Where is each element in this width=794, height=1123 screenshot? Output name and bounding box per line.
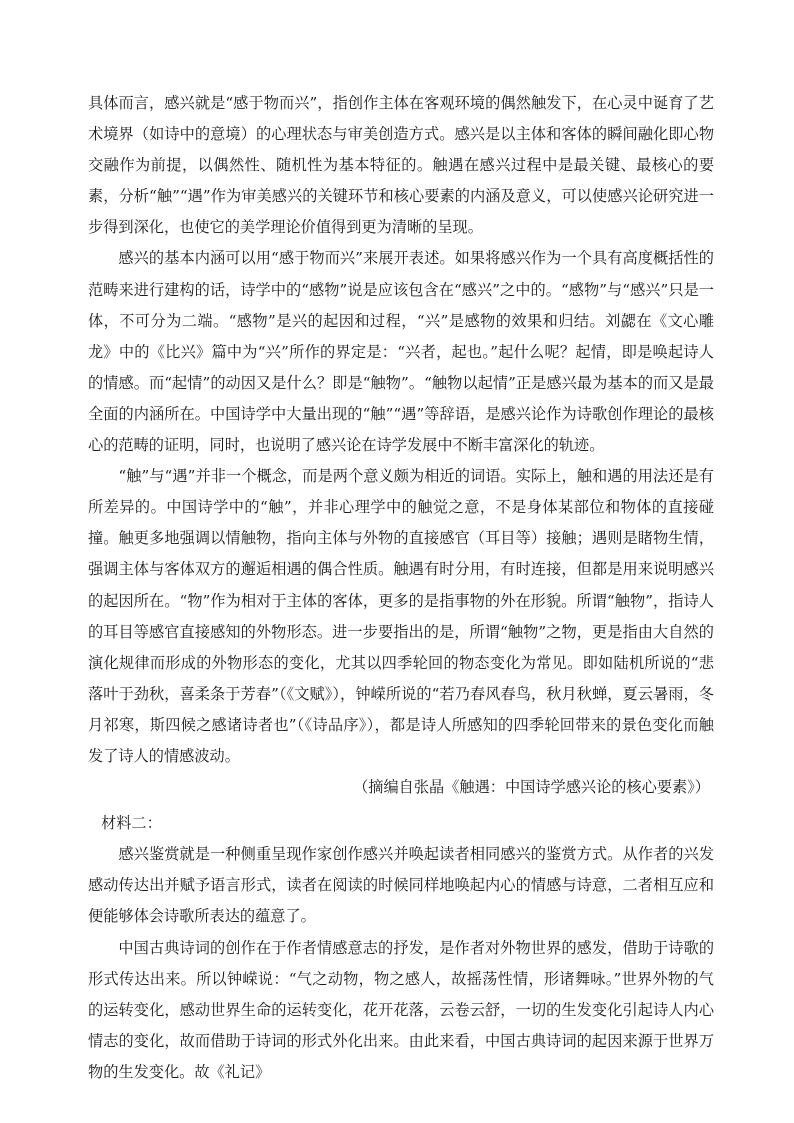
- document-page: [88, 88, 714, 1088]
- paragraph-4: 感兴鉴赏就是一种侧重呈现作家创作感兴并唤起读者相同感兴的鉴赏方式。从作者的兴发感动传达出并赋予语言形式，读者在阅读的时候同样地唤起内心的情感与诗意，二者相互应和便能够体会诗歌所表达的蕴意了。: [88, 845, 714, 926]
- source-citation: （摘编自张晶《触遇：中国诗学感兴论的核心要素》）: [353, 778, 710, 797]
- section-heading-material-2: 材料二：: [101, 814, 162, 833]
- paragraph-1: 具体而言，感兴就是“感于物而兴”，指创作主体在客观环境的偶然触发下，在心灵中诞育了艺术境界（如诗中的意境）的心理状态与审美创造方式。感兴是以主体和客体的瞬间融化即心物交融作为前提，以偶然性、随机性为基本特征的。触遇在感兴过程中是最关键、最核心的要素，分析“触”“遇”作为审美感兴的关键环节和核心要素的内涵及意义，可以使感兴论研究进一步得到深化，也使它的美学理论价值得到更为清晰的呈现。: [88, 94, 714, 237]
- paragraph-5: 中国古典诗词的创作在于作者情感意志的抒发，是作者对外物世界的感发，借助于诗歌的形式传达出来。所以钟嵘说：“气之动物，物之感人，故摇荡性情，形诸舞咏。”世界外物的气的运转变化，感动世界生命的运转变化，花开花落，云卷云舒，一切的生发变化引起诗人内心情志的变化，故而借助于诗词的形式外化出来。由此来看，中国古典诗词的起因来源于世界万物的生发变化。故《礼记》: [88, 938, 714, 1081]
- paragraph-3: “触”与“遇”并非一个概念，而是两个意义颇为相近的词语。实际上，触和遇的用法还是有所差异的。中国诗学中的“触”，并非心理学中的触觉之意，不是身体某部位和物体的直接碰撞。触更多地强调以情触物，指向主体与外物的直接感官（耳目等）接触；遇则是睹物生情，强调主体与客体双方的邂逅相遇的偶合性质。触遇有时分用，有时连接，但都是用来说明感兴的起因所在。“物”作为相对于主体的客体，更多的是指事物的外在形貌。所谓“触物”，指诗人的耳目等感官直接感知的外物形态。进一步要指出的是，所谓“触物”之物，更是指由大自然的演化规律而形成的外物形态的变化，尤其以四季轮回的物态变化为常见。即如陆机所说的“悲落叶于劲秋，喜柔条于芳春”（《文赋》），钟嵘所说的“若乃春风春鸟，秋月秋蝉，夏云暑雨，冬月祁寒，斯四候之感诸诗者也”（《诗品序》），都是诗人所感知的四季轮回带来的景色变化而触发了诗人的情感波动。: [88, 467, 714, 765]
- paragraph-2: 感兴的基本内涵可以用“感于物而兴”来展开表述。如果将感兴作为一个具有高度概括性的范畴来进行建构的话，诗学中的“感物”说是应该包含在“感兴”之中的。“感物”与“感兴”只是一体，不可分为二端。“感物”是兴的起因和过程，“兴”是感物的效果和归结。刘勰在《文心雕龙》中的《比兴》篇中为“兴”所作的界定是：“兴者，起也。”起什么呢？起情，即是唤起诗人的情感。而“起情”的动因又是什么？即是“触物”。“触物以起情”正是感兴最为基本的而又是最全面的内涵所在。中国诗学中大量出现的“触”“遇”等辞语，是感兴论作为诗歌创作理论的最核心的范畴的证明，同时，也说明了感兴论在诗学发展中不断丰富深化的轨迹。: [88, 249, 714, 455]
